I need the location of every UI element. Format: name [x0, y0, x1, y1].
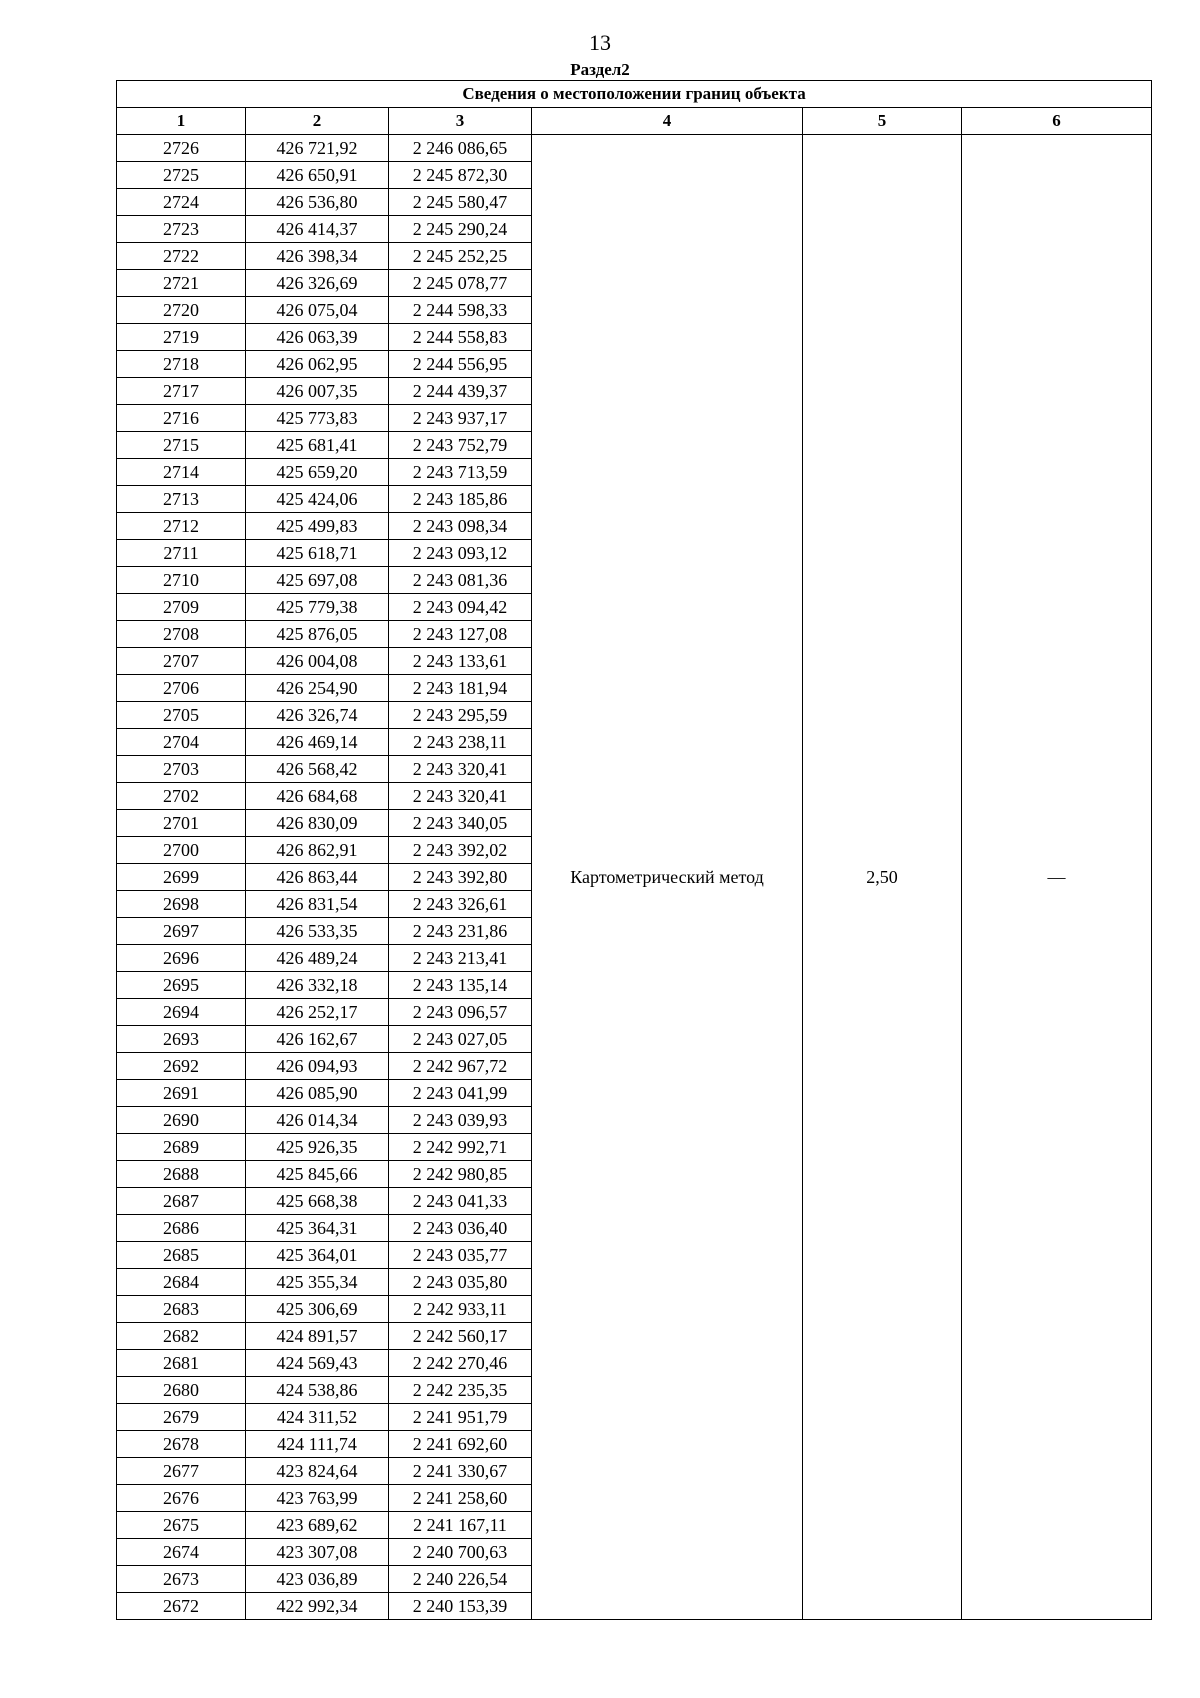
y-coordinate-cell: 2 243 231,86 — [389, 918, 532, 945]
point-number-cell: 2721 — [117, 270, 246, 297]
x-coordinate-cell: 424 891,57 — [246, 1323, 389, 1350]
y-coordinate-cell: 2 245 252,25 — [389, 243, 532, 270]
y-coordinate-cell: 2 243 041,33 — [389, 1188, 532, 1215]
x-coordinate-cell: 425 681,41 — [246, 432, 389, 459]
x-coordinate-cell: 425 845,66 — [246, 1161, 389, 1188]
x-coordinate-cell: 426 684,68 — [246, 783, 389, 810]
x-coordinate-cell: 422 992,34 — [246, 1593, 389, 1620]
point-number-cell: 2705 — [117, 702, 246, 729]
y-coordinate-cell: 2 246 086,65 — [389, 135, 532, 162]
point-number-cell: 2710 — [117, 567, 246, 594]
point-number-cell: 2685 — [117, 1242, 246, 1269]
x-coordinate-cell: 425 779,38 — [246, 594, 389, 621]
x-coordinate-cell: 424 311,52 — [246, 1404, 389, 1431]
x-coordinate-cell: 425 499,83 — [246, 513, 389, 540]
x-coordinate-cell: 425 364,01 — [246, 1242, 389, 1269]
y-coordinate-cell: 2 242 560,17 — [389, 1323, 532, 1350]
x-coordinate-cell: 426 004,08 — [246, 648, 389, 675]
y-coordinate-cell: 2 243 392,80 — [389, 864, 532, 891]
x-coordinate-cell: 426 252,17 — [246, 999, 389, 1026]
point-number-cell: 2693 — [117, 1026, 246, 1053]
y-coordinate-cell: 2 243 036,40 — [389, 1215, 532, 1242]
point-number-cell: 2713 — [117, 486, 246, 513]
point-number-cell: 2719 — [117, 324, 246, 351]
point-number-cell: 2704 — [117, 729, 246, 756]
x-coordinate-cell: 423 763,99 — [246, 1485, 389, 1512]
point-number-cell: 2684 — [117, 1269, 246, 1296]
point-number-cell: 2676 — [117, 1485, 246, 1512]
y-coordinate-cell: 2 240 153,39 — [389, 1593, 532, 1620]
y-coordinate-cell: 2 242 933,11 — [389, 1296, 532, 1323]
y-coordinate-cell: 2 242 980,85 — [389, 1161, 532, 1188]
y-coordinate-cell: 2 243 135,14 — [389, 972, 532, 999]
point-number-cell: 2718 — [117, 351, 246, 378]
column-header-6: 6 — [962, 108, 1152, 135]
point-number-cell: 2726 — [117, 135, 246, 162]
x-coordinate-cell: 423 036,89 — [246, 1566, 389, 1593]
y-coordinate-cell: 2 242 992,71 — [389, 1134, 532, 1161]
point-number-cell: 2701 — [117, 810, 246, 837]
y-coordinate-cell: 2 242 235,35 — [389, 1377, 532, 1404]
point-number-cell: 2679 — [117, 1404, 246, 1431]
x-coordinate-cell: 423 689,62 — [246, 1512, 389, 1539]
y-coordinate-cell: 2 243 326,61 — [389, 891, 532, 918]
y-coordinate-cell: 2 243 213,41 — [389, 945, 532, 972]
point-number-cell: 2714 — [117, 459, 246, 486]
x-coordinate-cell: 426 469,14 — [246, 729, 389, 756]
y-coordinate-cell: 2 243 340,05 — [389, 810, 532, 837]
x-coordinate-cell: 426 014,34 — [246, 1107, 389, 1134]
x-coordinate-cell: 426 831,54 — [246, 891, 389, 918]
y-coordinate-cell: 2 244 439,37 — [389, 378, 532, 405]
x-coordinate-cell: 426 536,80 — [246, 189, 389, 216]
y-coordinate-cell: 2 245 872,30 — [389, 162, 532, 189]
note-cell: — — [962, 135, 1152, 1620]
point-number-cell: 2702 — [117, 783, 246, 810]
y-coordinate-cell: 2 240 700,63 — [389, 1539, 532, 1566]
column-header-5: 5 — [803, 108, 962, 135]
table-row — [117, 135, 1152, 162]
point-number-cell: 2682 — [117, 1323, 246, 1350]
point-number-cell: 2697 — [117, 918, 246, 945]
point-number-cell: 2706 — [117, 675, 246, 702]
point-number-cell: 2716 — [117, 405, 246, 432]
x-coordinate-cell: 426 075,04 — [246, 297, 389, 324]
point-number-cell: 2687 — [117, 1188, 246, 1215]
x-coordinate-cell: 425 364,31 — [246, 1215, 389, 1242]
x-coordinate-cell: 423 824,64 — [246, 1458, 389, 1485]
x-coordinate-cell: 425 355,34 — [246, 1269, 389, 1296]
point-number-cell: 2703 — [117, 756, 246, 783]
x-coordinate-cell: 426 862,91 — [246, 837, 389, 864]
x-coordinate-cell: 423 307,08 — [246, 1539, 389, 1566]
x-coordinate-cell: 426 489,24 — [246, 945, 389, 972]
y-coordinate-cell: 2 242 967,72 — [389, 1053, 532, 1080]
x-coordinate-cell: 426 063,39 — [246, 324, 389, 351]
column-header-2: 2 — [246, 108, 389, 135]
x-coordinate-cell: 426 062,95 — [246, 351, 389, 378]
x-coordinate-cell: 425 659,20 — [246, 459, 389, 486]
y-coordinate-cell: 2 241 167,11 — [389, 1512, 532, 1539]
point-number-cell: 2709 — [117, 594, 246, 621]
point-number-cell: 2692 — [117, 1053, 246, 1080]
point-number-cell: 2674 — [117, 1539, 246, 1566]
x-coordinate-cell: 425 424,06 — [246, 486, 389, 513]
y-coordinate-cell: 2 240 226,54 — [389, 1566, 532, 1593]
point-number-cell: 2720 — [117, 297, 246, 324]
point-number-cell: 2700 — [117, 837, 246, 864]
point-number-cell: 2695 — [117, 972, 246, 999]
point-number-cell: 2698 — [117, 891, 246, 918]
x-coordinate-cell: 425 306,69 — [246, 1296, 389, 1323]
x-coordinate-cell: 424 111,74 — [246, 1431, 389, 1458]
x-coordinate-cell: 425 618,71 — [246, 540, 389, 567]
column-header-row — [117, 108, 1152, 135]
x-coordinate-cell: 424 538,86 — [246, 1377, 389, 1404]
x-coordinate-cell: 426 398,34 — [246, 243, 389, 270]
y-coordinate-cell: 2 243 041,99 — [389, 1080, 532, 1107]
point-number-cell: 2712 — [117, 513, 246, 540]
x-coordinate-cell: 426 326,69 — [246, 270, 389, 297]
y-coordinate-cell: 2 243 181,94 — [389, 675, 532, 702]
x-coordinate-cell: 426 533,35 — [246, 918, 389, 945]
x-coordinate-cell: 426 326,74 — [246, 702, 389, 729]
x-coordinate-cell: 426 568,42 — [246, 756, 389, 783]
point-number-cell: 2677 — [117, 1458, 246, 1485]
x-coordinate-cell: 426 332,18 — [246, 972, 389, 999]
point-number-cell: 2694 — [117, 999, 246, 1026]
column-header-1: 1 — [117, 108, 246, 135]
point-number-cell: 2717 — [117, 378, 246, 405]
y-coordinate-cell: 2 245 580,47 — [389, 189, 532, 216]
accuracy-cell: 2,50 — [803, 135, 962, 1620]
x-coordinate-cell: 426 414,37 — [246, 216, 389, 243]
point-number-cell: 2672 — [117, 1593, 246, 1620]
x-coordinate-cell: 426 007,35 — [246, 378, 389, 405]
y-coordinate-cell: 2 243 035,80 — [389, 1269, 532, 1296]
point-number-cell: 2707 — [117, 648, 246, 675]
point-number-cell: 2696 — [117, 945, 246, 972]
point-number-cell: 2689 — [117, 1134, 246, 1161]
point-number-cell: 2688 — [117, 1161, 246, 1188]
table-body — [117, 135, 1152, 1620]
y-coordinate-cell: 2 243 093,12 — [389, 540, 532, 567]
x-coordinate-cell: 425 697,08 — [246, 567, 389, 594]
point-number-cell: 2673 — [117, 1566, 246, 1593]
x-coordinate-cell: 426 830,09 — [246, 810, 389, 837]
y-coordinate-cell: 2 241 258,60 — [389, 1485, 532, 1512]
x-coordinate-cell: 424 569,43 — [246, 1350, 389, 1377]
y-coordinate-cell: 2 245 290,24 — [389, 216, 532, 243]
y-coordinate-cell: 2 241 951,79 — [389, 1404, 532, 1431]
point-number-cell: 2690 — [117, 1107, 246, 1134]
y-coordinate-cell: 2 243 295,59 — [389, 702, 532, 729]
point-number-cell: 2686 — [117, 1215, 246, 1242]
y-coordinate-cell: 2 243 713,59 — [389, 459, 532, 486]
point-number-cell: 2723 — [117, 216, 246, 243]
x-coordinate-cell: 426 094,93 — [246, 1053, 389, 1080]
x-coordinate-cell: 426 254,90 — [246, 675, 389, 702]
method-cell: Картометрический метод — [532, 135, 803, 1620]
y-coordinate-cell: 2 243 096,57 — [389, 999, 532, 1026]
y-coordinate-cell: 2 243 081,36 — [389, 567, 532, 594]
section-label: Раздел2 — [570, 60, 630, 79]
y-coordinate-cell: 2 243 098,34 — [389, 513, 532, 540]
y-coordinate-cell: 2 243 133,61 — [389, 648, 532, 675]
boundary-table — [116, 80, 1152, 1620]
y-coordinate-cell: 2 243 127,08 — [389, 621, 532, 648]
y-coordinate-cell: 2 243 238,11 — [389, 729, 532, 756]
x-coordinate-cell: 426 162,67 — [246, 1026, 389, 1053]
table-title: Сведения о местоположении границ объекта — [117, 81, 1152, 108]
point-number-cell: 2675 — [117, 1512, 246, 1539]
x-coordinate-cell: 426 863,44 — [246, 864, 389, 891]
point-number-cell: 2711 — [117, 540, 246, 567]
y-coordinate-cell: 2 243 035,77 — [389, 1242, 532, 1269]
x-coordinate-cell: 425 773,83 — [246, 405, 389, 432]
x-coordinate-cell: 426 650,91 — [246, 162, 389, 189]
point-number-cell: 2683 — [117, 1296, 246, 1323]
point-number-cell: 2680 — [117, 1377, 246, 1404]
column-header-3: 3 — [389, 108, 532, 135]
x-coordinate-cell: 425 876,05 — [246, 621, 389, 648]
x-coordinate-cell: 426 085,90 — [246, 1080, 389, 1107]
column-header-4: 4 — [532, 108, 803, 135]
point-number-cell: 2708 — [117, 621, 246, 648]
y-coordinate-cell: 2 243 320,41 — [389, 756, 532, 783]
point-number-cell: 2699 — [117, 864, 246, 891]
point-number-cell: 2691 — [117, 1080, 246, 1107]
y-coordinate-cell: 2 244 558,83 — [389, 324, 532, 351]
y-coordinate-cell: 2 242 270,46 — [389, 1350, 532, 1377]
y-coordinate-cell: 2 244 556,95 — [389, 351, 532, 378]
y-coordinate-cell: 2 243 094,42 — [389, 594, 532, 621]
point-number-cell: 2724 — [117, 189, 246, 216]
y-coordinate-cell: 2 243 392,02 — [389, 837, 532, 864]
x-coordinate-cell: 425 668,38 — [246, 1188, 389, 1215]
y-coordinate-cell: 2 243 039,93 — [389, 1107, 532, 1134]
y-coordinate-cell: 2 241 330,67 — [389, 1458, 532, 1485]
x-coordinate-cell: 425 926,35 — [246, 1134, 389, 1161]
y-coordinate-cell: 2 243 027,05 — [389, 1026, 532, 1053]
y-coordinate-cell: 2 243 937,17 — [389, 405, 532, 432]
point-number-cell: 2678 — [117, 1431, 246, 1458]
page-number: 13 — [589, 30, 611, 55]
point-number-cell: 2715 — [117, 432, 246, 459]
y-coordinate-cell: 2 244 598,33 — [389, 297, 532, 324]
y-coordinate-cell: 2 243 185,86 — [389, 486, 532, 513]
x-coordinate-cell: 426 721,92 — [246, 135, 389, 162]
point-number-cell: 2681 — [117, 1350, 246, 1377]
point-number-cell: 2725 — [117, 162, 246, 189]
y-coordinate-cell: 2 243 752,79 — [389, 432, 532, 459]
y-coordinate-cell: 2 243 320,41 — [389, 783, 532, 810]
point-number-cell: 2722 — [117, 243, 246, 270]
y-coordinate-cell: 2 241 692,60 — [389, 1431, 532, 1458]
y-coordinate-cell: 2 245 078,77 — [389, 270, 532, 297]
